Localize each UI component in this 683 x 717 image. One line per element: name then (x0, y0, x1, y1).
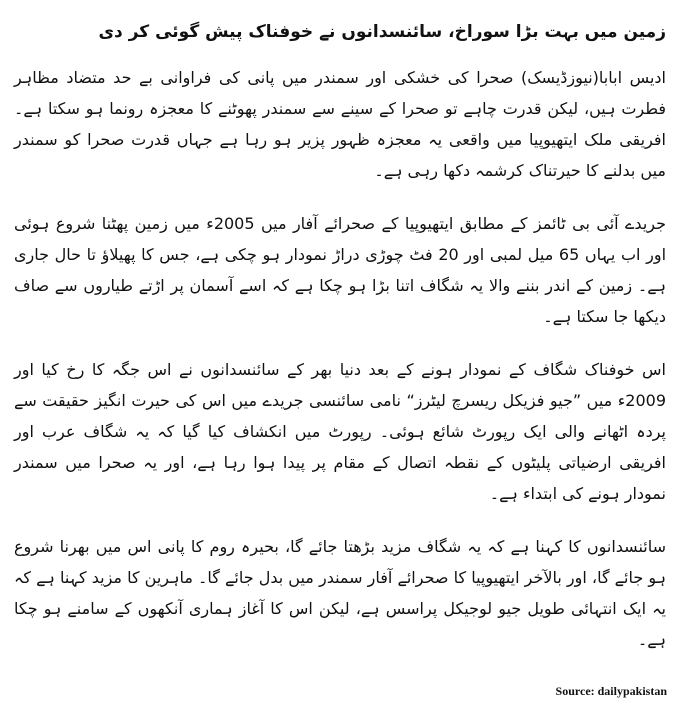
article-paragraph-4: سائنسدانوں کا کہنا ہے کہ یہ شگاف مزید بڑھتا جائے گا، بحیرہ روم کا پانی اس میں بھرنا شروع ہو جائے گا، اور بالآخر ایتھیوپیا کا صحرائے آفار سمندر میں بدل جائے گا۔ ماہرین کا مزید کہنا ہے کہ یہ ایک انتہائی طویل جیو لوجیکل پراسس ہے، لیکن اس کا آغاز ہماری آنکھوں کے سامنے ہو چکا ہے۔ (14, 537, 666, 649)
article-headline: زمین میں بہت بڑا سوراخ، سائنسدانوں نے خوفناک پیش گوئی کر دی (98, 22, 666, 42)
source-credit: Source: dailypakistan (555, 684, 667, 698)
article-paragraph-1: ادیس ابابا(نیوزڈیسک) صحرا کی خشکی اور سمندر میں پانی کی فراوانی بے حد متضاد مظاہر فطرت ہیں، لیکن قدرت چاہے تو صحرا کے سینے سے سمندر پھوٹنے کا معجزہ رونما ہو سکتا ہے۔ افریقی ملک ایتھیوپیا میں واقعی یہ معجزہ ظہور پزیر ہو رہا ہے جہاں قدرت صحرا کو سمندر میں بدلنے کا حیرتناک کرشمہ دکھا رہی ہے۔ (14, 68, 666, 180)
article-paragraph-3: اس خوفناک شگاف کے نمودار ہونے کے بعد دنیا بھر کے سائنسدانوں نے اس جگہ کا رخ کیا اور 2009ء میں ”جیو فزیکل ریسرچ لیٹرز“ نامی سائنسی جریدے میں اس کی حیرت انگیز حقیقت سے پردہ اٹھانے والی ایک رپورٹ شائع ہوئی۔ رپورٹ میں انکشاف کیا گیا کہ یہ شگاف عرب اور افریقی ارضیاتی پلیٹوں کے نقطہ اتصال کے مقام پر پیدا ہوا رہا ہے، اور یہ صحرا میں سمندر نمودار ہونے کی ابتداء ہے۔ (14, 360, 666, 503)
article-body (14, 14, 666, 655)
article-paragraph-2: جریدے آئی بی ٹائمز کے مطابق ایتھیوپیا کے صحرائے آفار میں 2005ء میں زمین پھٹنا شروع ہوئی اور اب یہاں 65 میل لمبی اور 20 فٹ چوڑی دراڑ نمودار ہو چکی ہے، جس کا پھیلاؤ تا حال جاری ہے۔ زمین کے اندر بننے والا یہ شگاف اتنا بڑا ہو چکا ہے کہ اسے آسمان پر اڑتے طیاروں سے صاف دیکھا جا سکتا ہے۔ (14, 214, 667, 326)
